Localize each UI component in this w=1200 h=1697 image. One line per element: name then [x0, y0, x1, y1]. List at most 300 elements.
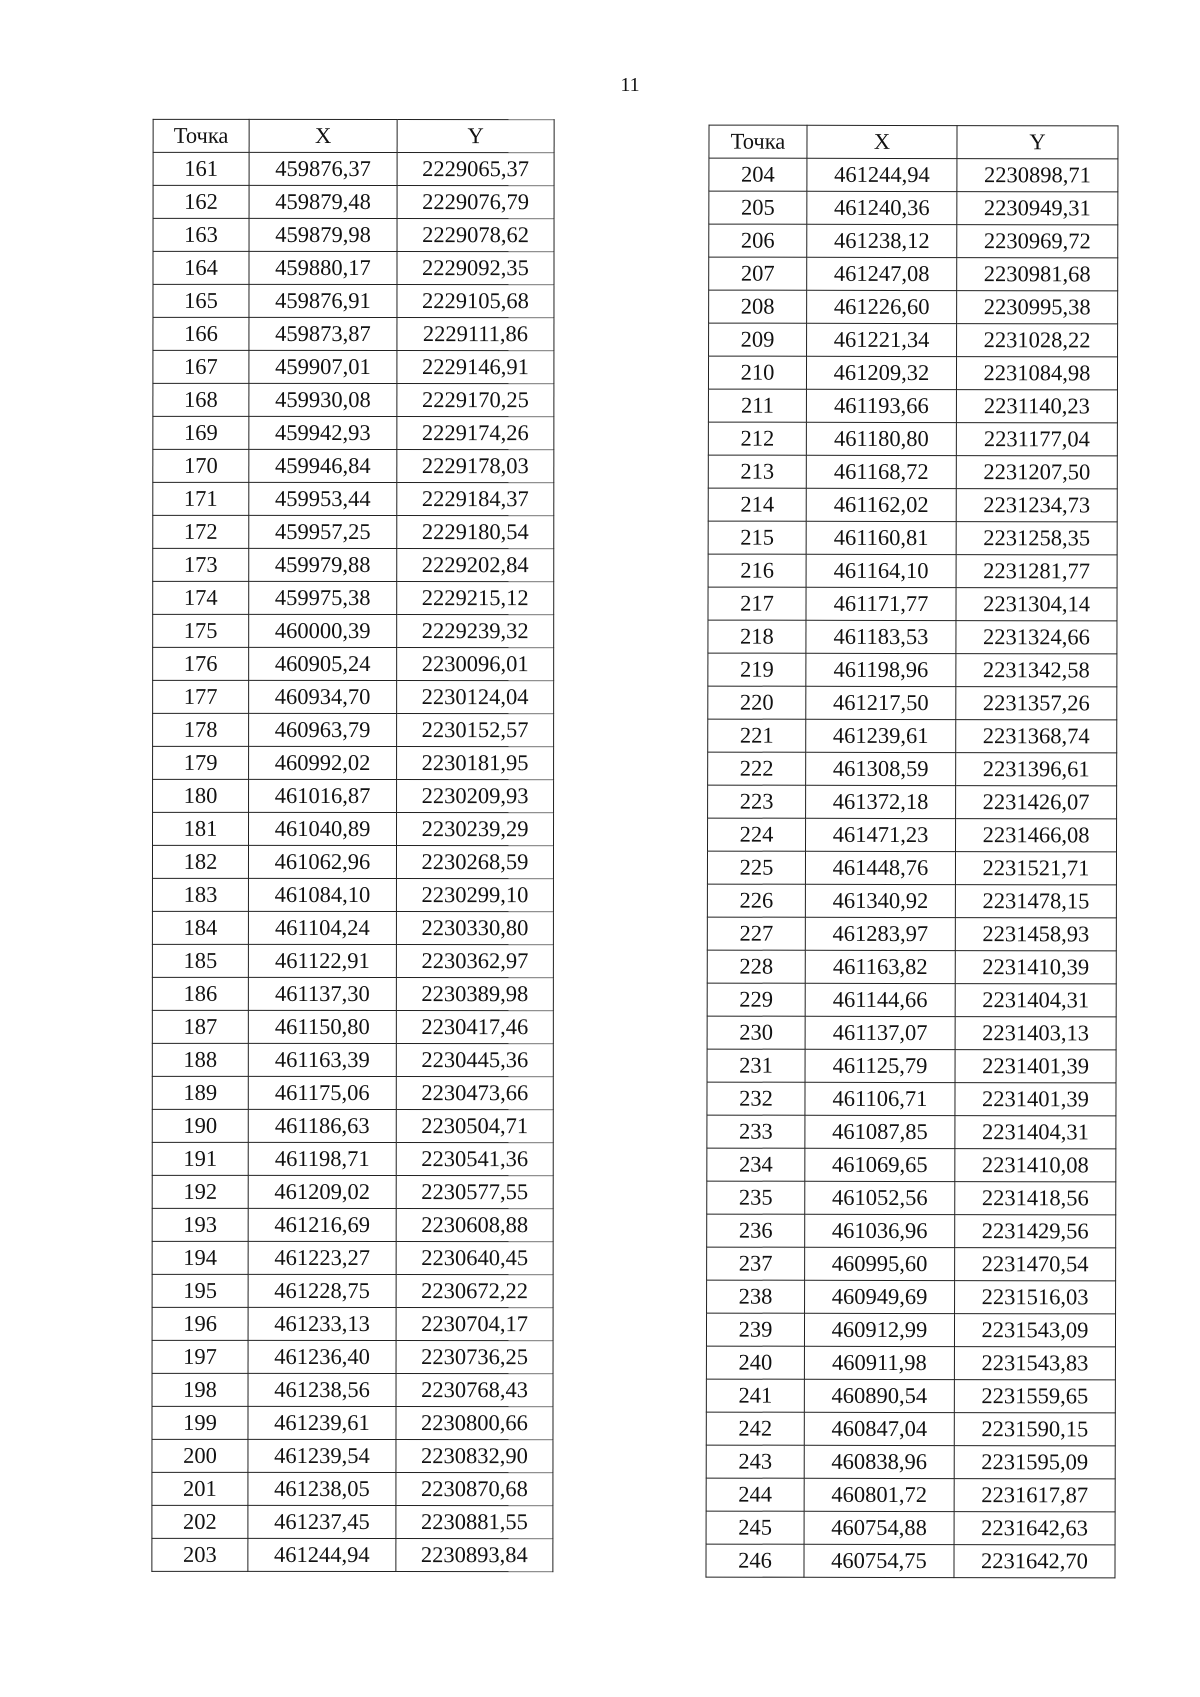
cell-point: 175 — [153, 614, 249, 647]
cell-y: 2230608,88 — [396, 1209, 553, 1242]
cell-y: 2231418,56 — [955, 1182, 1116, 1215]
cell-y: 2231177,04 — [956, 423, 1117, 456]
cell-point: 171 — [153, 482, 249, 515]
cell-point: 200 — [152, 1439, 248, 1472]
cell-x: 459957,25 — [249, 515, 397, 548]
cell-y: 2230898,71 — [957, 159, 1118, 192]
table-row — [708, 455, 1117, 489]
cell-x: 460995,60 — [805, 1247, 955, 1280]
table-row — [706, 1379, 1115, 1413]
cell-x: 461137,30 — [248, 977, 396, 1010]
cell-point: 191 — [152, 1142, 248, 1175]
cell-point: 185 — [152, 944, 248, 977]
table-row — [152, 1406, 553, 1439]
cell-point: 202 — [152, 1505, 248, 1538]
cell-y: 2231084,98 — [956, 357, 1117, 390]
header-point: Точка — [709, 125, 807, 158]
cell-y: 2231642,63 — [954, 1512, 1115, 1545]
table-row — [707, 1181, 1116, 1215]
table-row — [708, 422, 1117, 456]
cell-y: 2231401,39 — [955, 1050, 1116, 1083]
cell-y: 2231543,83 — [954, 1347, 1115, 1380]
cell-point: 174 — [153, 581, 249, 614]
header-point: Точка — [153, 119, 249, 152]
cell-y: 2231642,70 — [954, 1545, 1115, 1578]
table-row — [153, 185, 554, 218]
cell-point: 233 — [707, 1115, 805, 1148]
table-row — [153, 680, 554, 713]
cell-y: 2230704,17 — [396, 1308, 553, 1341]
coordinates-table-left — [151, 119, 554, 1572]
cell-y: 2229076,79 — [397, 186, 554, 219]
table-row — [706, 1313, 1115, 1347]
table-row — [709, 224, 1118, 258]
table-row — [153, 416, 554, 449]
cell-point: 192 — [152, 1175, 248, 1208]
table-row — [152, 1538, 553, 1571]
cell-point: 203 — [152, 1538, 248, 1571]
cell-point: 215 — [708, 521, 806, 554]
cell-x: 461164,10 — [806, 554, 956, 587]
cell-point: 231 — [707, 1049, 805, 1082]
cell-y: 2230473,66 — [396, 1077, 553, 1110]
table-row — [153, 251, 554, 284]
table-row — [152, 878, 553, 911]
cell-point: 168 — [153, 383, 249, 416]
cell-point: 165 — [153, 284, 249, 317]
cell-point: 245 — [706, 1511, 804, 1544]
cell-point: 227 — [707, 917, 805, 950]
cell-x: 461308,59 — [806, 752, 956, 785]
cell-y: 2229170,25 — [397, 384, 554, 417]
table-row — [152, 1010, 553, 1043]
cell-y: 2230504,71 — [396, 1110, 553, 1143]
table-row — [708, 620, 1117, 654]
table-row — [709, 290, 1118, 324]
cell-x: 459879,48 — [249, 185, 397, 218]
cell-point: 234 — [707, 1148, 805, 1181]
cell-y: 2230299,10 — [396, 879, 553, 912]
cell-point: 212 — [708, 422, 806, 455]
cell-point: 246 — [706, 1544, 804, 1577]
cell-point: 166 — [153, 317, 249, 350]
cell-x: 461244,94 — [807, 158, 957, 191]
cell-x: 460000,39 — [249, 614, 397, 647]
cell-x: 461244,94 — [248, 1538, 396, 1571]
cell-point: 161 — [153, 152, 249, 185]
cell-y: 2231410,08 — [955, 1149, 1116, 1182]
cell-x: 461087,85 — [805, 1115, 955, 1148]
cell-point: 240 — [706, 1346, 804, 1379]
table-row — [152, 1472, 553, 1505]
cell-x: 459879,98 — [249, 218, 397, 251]
cell-y: 2230577,55 — [396, 1176, 553, 1209]
cell-point: 228 — [707, 950, 805, 983]
table-row — [152, 1274, 553, 1307]
cell-x: 461144,66 — [805, 983, 955, 1016]
cell-point: 176 — [153, 647, 249, 680]
table-row — [152, 1505, 553, 1538]
cell-x: 461223,27 — [248, 1241, 396, 1274]
table-row — [707, 1280, 1116, 1314]
cell-point: 218 — [708, 620, 806, 653]
cell-y: 2231617,87 — [954, 1479, 1115, 1512]
cell-y: 2230969,72 — [957, 225, 1118, 258]
cell-y: 2231458,93 — [955, 918, 1116, 951]
cell-y: 2230832,90 — [396, 1440, 553, 1473]
cell-x: 460754,88 — [804, 1511, 954, 1544]
cell-x: 461247,08 — [807, 257, 957, 290]
table-row — [706, 1346, 1115, 1380]
cell-y: 2231404,31 — [955, 1116, 1116, 1149]
cell-x: 461160,81 — [806, 521, 956, 554]
cell-x: 461104,24 — [248, 911, 396, 944]
header-row — [153, 119, 554, 152]
cell-y: 2229178,03 — [397, 450, 554, 483]
cell-point: 230 — [707, 1016, 805, 1049]
cell-point: 196 — [152, 1307, 248, 1340]
cell-y: 2231404,31 — [955, 984, 1116, 1017]
cell-point: 169 — [153, 416, 249, 449]
cell-x: 461236,40 — [248, 1340, 396, 1373]
table-row — [152, 1208, 553, 1241]
cell-y: 2229239,32 — [397, 615, 554, 648]
cell-y: 2230209,93 — [397, 780, 554, 813]
cell-y: 2231028,22 — [957, 324, 1118, 357]
table-row — [707, 1082, 1116, 1116]
cell-x: 461150,80 — [248, 1010, 396, 1043]
cell-x: 461122,91 — [248, 944, 396, 977]
cell-point: 182 — [152, 845, 248, 878]
cell-y: 2229105,68 — [397, 285, 554, 318]
cell-y: 2231466,08 — [955, 819, 1116, 852]
cell-y: 2230124,04 — [397, 681, 554, 714]
table-row — [708, 389, 1117, 423]
table-row — [708, 587, 1117, 621]
cell-y: 2230541,36 — [396, 1143, 553, 1176]
cell-y: 2231396,61 — [956, 753, 1117, 786]
cell-x: 461239,54 — [248, 1439, 396, 1472]
cell-x: 461448,76 — [805, 851, 955, 884]
cell-y: 2231543,09 — [954, 1314, 1115, 1347]
cell-y: 2231234,73 — [956, 489, 1117, 522]
table-row — [153, 152, 554, 185]
table-row — [152, 1175, 553, 1208]
cell-y: 2231595,09 — [954, 1446, 1115, 1479]
cell-x: 461216,69 — [248, 1208, 396, 1241]
cell-x: 461372,18 — [806, 785, 956, 818]
cell-x: 461217,50 — [806, 686, 956, 719]
cell-point: 216 — [708, 554, 806, 587]
cell-point: 187 — [152, 1010, 248, 1043]
cell-x: 461036,96 — [805, 1214, 955, 1247]
cell-x: 459873,87 — [249, 317, 397, 350]
cell-point: 209 — [709, 323, 807, 356]
cell-point: 180 — [153, 779, 249, 812]
cell-y: 2230445,36 — [396, 1044, 553, 1077]
cell-y: 2231403,13 — [955, 1017, 1116, 1050]
cell-y: 2230417,46 — [396, 1011, 553, 1044]
cell-x: 461238,56 — [248, 1373, 396, 1406]
cell-point: 243 — [706, 1445, 804, 1478]
cell-x: 461016,87 — [249, 779, 397, 812]
cell-y: 2230268,59 — [396, 846, 553, 879]
cell-x: 460754,75 — [804, 1544, 954, 1577]
cell-x: 461471,23 — [806, 818, 956, 851]
table-row — [709, 323, 1118, 357]
table-row — [153, 317, 554, 350]
cell-point: 195 — [152, 1274, 248, 1307]
cell-y: 2231281,77 — [956, 555, 1117, 588]
cell-point: 214 — [708, 488, 806, 521]
cell-y: 2229184,37 — [397, 483, 554, 516]
cell-point: 208 — [709, 290, 807, 323]
cell-point: 164 — [153, 251, 249, 284]
cell-y: 2230640,45 — [396, 1242, 553, 1275]
cell-point: 232 — [707, 1082, 805, 1115]
cell-point: 183 — [152, 878, 248, 911]
cell-x: 459880,17 — [249, 251, 397, 284]
cell-y: 2231478,15 — [955, 885, 1116, 918]
table-row — [708, 719, 1117, 753]
table-row — [706, 1445, 1115, 1479]
table-row — [153, 614, 554, 647]
cell-x: 461183,53 — [806, 620, 956, 653]
cell-x: 461239,61 — [806, 719, 956, 752]
table-row — [153, 581, 554, 614]
table-row — [707, 851, 1116, 885]
table-row — [707, 1247, 1116, 1281]
cell-y: 2229215,12 — [397, 582, 554, 615]
table-row — [706, 1412, 1115, 1446]
table-row — [708, 488, 1117, 522]
table-row — [152, 1142, 553, 1175]
cell-y: 2229092,35 — [397, 252, 554, 285]
cell-x: 461186,63 — [248, 1109, 396, 1142]
table-row — [708, 686, 1117, 720]
cell-point: 162 — [153, 185, 249, 218]
coordinates-table-right — [705, 125, 1118, 1579]
cell-y: 2231140,23 — [956, 390, 1117, 423]
table-row — [709, 158, 1118, 192]
cell-y: 2230239,29 — [396, 813, 553, 846]
cell-point: 242 — [706, 1412, 804, 1445]
cell-point: 194 — [152, 1241, 248, 1274]
cell-y: 2229202,84 — [397, 549, 554, 582]
table-row — [153, 713, 554, 746]
table-row — [152, 845, 553, 878]
table-row — [707, 884, 1116, 918]
cell-x: 461137,07 — [805, 1016, 955, 1049]
cell-y: 2231559,65 — [954, 1380, 1115, 1413]
cell-y: 2231521,71 — [955, 852, 1116, 885]
table-row — [152, 977, 553, 1010]
cell-y: 2231429,56 — [955, 1215, 1116, 1248]
table-row — [707, 917, 1116, 951]
cell-point: 211 — [708, 389, 806, 422]
table-row — [707, 983, 1116, 1017]
cell-y: 2230949,31 — [957, 192, 1118, 225]
cell-x: 461221,34 — [807, 323, 957, 356]
table-row — [708, 521, 1117, 555]
table-row — [706, 1478, 1115, 1512]
cell-x: 460992,02 — [249, 746, 397, 779]
table-row — [153, 647, 554, 680]
table-row — [153, 779, 554, 812]
cell-point: 239 — [706, 1313, 804, 1346]
table-row — [152, 1241, 553, 1274]
cell-x: 461209,02 — [248, 1175, 396, 1208]
cell-point: 184 — [152, 911, 248, 944]
cell-x: 461237,45 — [248, 1505, 396, 1538]
cell-x: 459930,08 — [249, 383, 397, 416]
cell-x: 459876,91 — [249, 284, 397, 317]
cell-point: 220 — [708, 686, 806, 719]
table-row — [708, 818, 1117, 852]
cell-y: 2230181,95 — [397, 747, 554, 780]
cell-point: 206 — [709, 224, 807, 257]
cell-x: 461163,82 — [805, 950, 955, 983]
table-row — [153, 548, 554, 581]
cell-x: 461106,71 — [805, 1082, 955, 1115]
cell-point: 197 — [152, 1340, 248, 1373]
cell-x: 461180,80 — [806, 422, 956, 455]
table-row — [153, 449, 554, 482]
cell-point: 224 — [708, 818, 806, 851]
cell-point: 237 — [707, 1247, 805, 1280]
cell-point: 217 — [708, 587, 806, 620]
cell-x: 461209,32 — [806, 356, 956, 389]
cell-x: 461162,02 — [806, 488, 956, 521]
table-row — [706, 1511, 1115, 1545]
cell-y: 2231324,66 — [956, 621, 1117, 654]
cell-y: 2229078,62 — [397, 219, 554, 252]
cell-x: 459975,38 — [249, 581, 397, 614]
table-row — [708, 356, 1117, 390]
table-row — [152, 1340, 553, 1373]
cell-x: 459876,37 — [249, 152, 397, 185]
cell-x: 460838,96 — [804, 1445, 954, 1478]
cell-x: 461233,13 — [248, 1307, 396, 1340]
table-row — [152, 1439, 553, 1472]
cell-point: 219 — [708, 653, 806, 686]
table-row — [709, 191, 1118, 225]
cell-y: 2231357,26 — [956, 687, 1117, 720]
cell-y: 2230736,25 — [396, 1341, 553, 1374]
table-row — [152, 1373, 553, 1406]
cell-y: 2229065,37 — [397, 153, 554, 186]
cell-point: 221 — [708, 719, 806, 752]
cell-point: 238 — [707, 1280, 805, 1313]
cell-x: 460912,99 — [804, 1313, 954, 1346]
cell-y: 2230768,43 — [396, 1374, 553, 1407]
cell-y: 2229174,26 — [397, 417, 554, 450]
header-row — [709, 125, 1118, 159]
cell-x: 461163,39 — [248, 1043, 396, 1076]
cell-point: 170 — [153, 449, 249, 482]
cell-point: 172 — [153, 515, 249, 548]
table-row — [153, 515, 554, 548]
table-row — [707, 1049, 1116, 1083]
cell-point: 173 — [153, 548, 249, 581]
cell-point: 244 — [706, 1478, 804, 1511]
cell-point: 163 — [153, 218, 249, 251]
cell-x: 461238,12 — [807, 224, 957, 257]
cell-x: 461340,92 — [805, 884, 955, 917]
cell-point: 207 — [709, 257, 807, 290]
cell-y: 2231410,39 — [955, 951, 1116, 984]
table-row — [152, 911, 553, 944]
cell-point: 236 — [707, 1214, 805, 1247]
cell-y: 2231470,54 — [955, 1248, 1116, 1281]
cell-x: 461240,36 — [807, 191, 957, 224]
table-row — [707, 1148, 1116, 1182]
cell-x: 461062,96 — [248, 845, 396, 878]
cell-point: 222 — [708, 752, 806, 785]
table-row — [152, 1307, 553, 1340]
cell-x: 461084,10 — [248, 878, 396, 911]
cell-y: 2230152,57 — [397, 714, 554, 747]
table-row — [706, 1544, 1115, 1578]
cell-y: 2231590,15 — [954, 1413, 1115, 1446]
cell-y: 2229180,54 — [397, 516, 554, 549]
table-row — [153, 812, 554, 845]
table-row — [707, 1214, 1116, 1248]
cell-x: 461125,79 — [805, 1049, 955, 1082]
table-row — [153, 383, 554, 416]
table-row — [708, 653, 1117, 687]
cell-x: 461238,05 — [248, 1472, 396, 1505]
cell-x: 460847,04 — [804, 1412, 954, 1445]
cell-x: 461228,75 — [248, 1274, 396, 1307]
cell-point: 188 — [152, 1043, 248, 1076]
cell-x: 460949,69 — [805, 1280, 955, 1313]
cell-x: 460905,24 — [249, 647, 397, 680]
table-row — [153, 350, 554, 383]
table-row — [708, 752, 1117, 786]
cell-x: 459979,88 — [249, 548, 397, 581]
cell-x: 459907,01 — [249, 350, 397, 383]
cell-y: 2231342,58 — [956, 654, 1117, 687]
cell-x: 461069,65 — [805, 1148, 955, 1181]
cell-y: 2230893,84 — [396, 1539, 553, 1572]
cell-x: 461239,61 — [248, 1406, 396, 1439]
cell-y: 2231426,07 — [956, 786, 1117, 819]
cell-point: 204 — [709, 158, 807, 191]
cell-y: 2230881,55 — [396, 1506, 553, 1539]
cell-x: 459942,93 — [249, 416, 397, 449]
cell-y: 2230362,97 — [396, 945, 553, 978]
table-row — [707, 1016, 1116, 1050]
cell-x: 460911,98 — [804, 1346, 954, 1379]
table-row — [152, 1043, 553, 1076]
header-y: Y — [957, 126, 1118, 159]
cell-point: 181 — [153, 812, 249, 845]
cell-point: 213 — [708, 455, 806, 488]
cell-point: 223 — [708, 785, 806, 818]
cell-y: 2230981,68 — [957, 258, 1118, 291]
cell-y: 2231368,74 — [956, 720, 1117, 753]
cell-y: 2229111,86 — [397, 318, 554, 351]
cell-x: 460801,72 — [804, 1478, 954, 1511]
cell-x: 460963,79 — [249, 713, 397, 746]
page-number: 11 — [620, 74, 640, 96]
table-row — [707, 950, 1116, 984]
cell-x: 461198,71 — [248, 1142, 396, 1175]
table-row — [153, 284, 554, 317]
cell-point: 179 — [153, 746, 249, 779]
cell-x: 459946,84 — [249, 449, 397, 482]
